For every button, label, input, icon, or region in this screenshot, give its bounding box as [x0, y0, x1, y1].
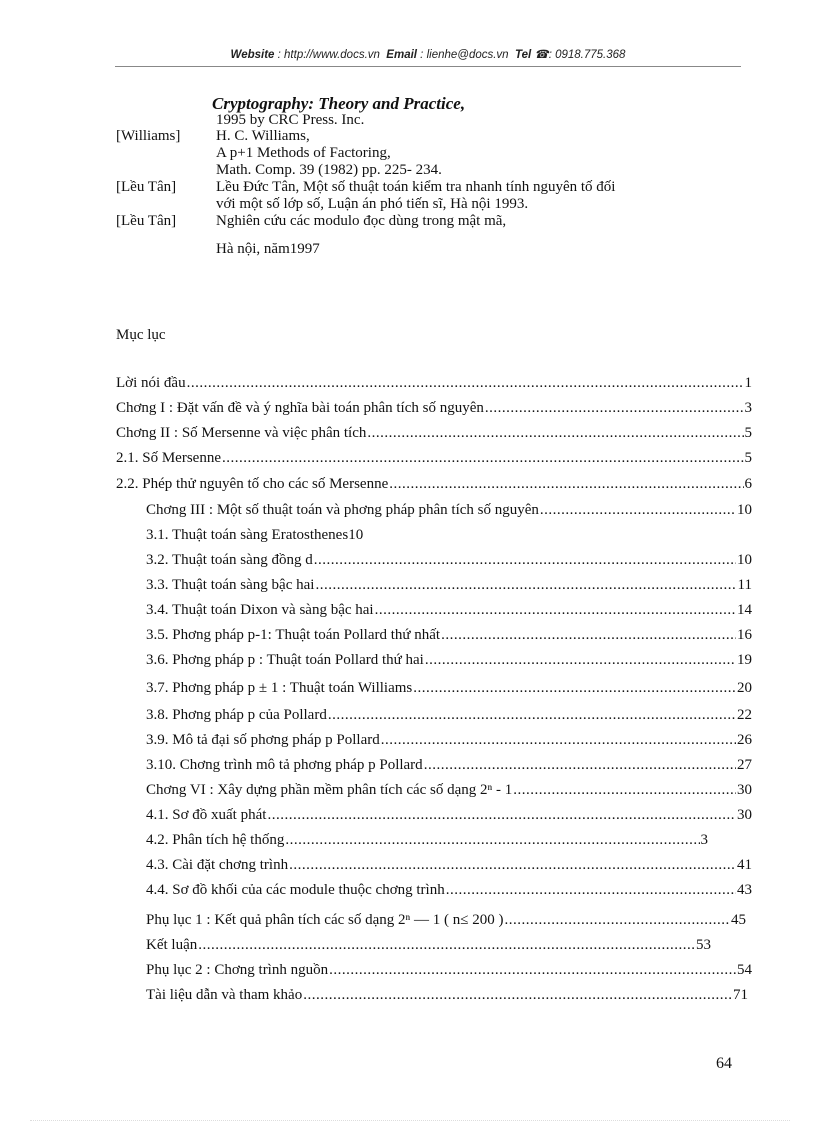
- toc-leader-dots: [446, 882, 736, 899]
- toc-entry[interactable]: [146, 680, 752, 697]
- toc-leader-dots: [315, 577, 736, 594]
- toc-entry-label: 3.5. Phơng pháp p-1: Thuật toán Pollard thứ nhất: [146, 627, 441, 643]
- ref-williams-line-2: A p+1 Methods of Factoring,: [216, 145, 391, 161]
- toc-entry-page: 71: [733, 987, 748, 1003]
- toc-entry-label: 4.3. Cài đặt chơng trình: [146, 857, 289, 873]
- ref-leu1-line-2: với một số lớp số, Luận án phó tiến sĩ, Hà nội 1993.: [216, 196, 529, 212]
- toc-leader-dots: [513, 782, 736, 799]
- toc-leader-dots: [413, 680, 736, 697]
- toc-leader-dots: [375, 602, 736, 619]
- ref-book-publisher: 1995 by CRC Press. Inc.: [216, 112, 365, 128]
- toc-entry-label: Phụ lục 2 : Chơng trình nguồn: [146, 962, 329, 978]
- toc-leader-dots: [389, 476, 743, 493]
- toc-entry-page: 14: [737, 602, 752, 618]
- toc-entry-page: 5: [744, 450, 752, 466]
- toc-leader-dots: [424, 757, 736, 774]
- email-label: Email: [386, 49, 417, 61]
- toc-leader-dots: [303, 987, 732, 1004]
- toc-entry-page: 10: [348, 527, 364, 543]
- toc-leader-dots: [198, 937, 695, 954]
- toc-entry-page: 54: [737, 962, 752, 978]
- toc-entry-page: 20: [737, 680, 752, 696]
- toc-entry-label: 3.10. Chơng trình mô tả phơng pháp p Pollard: [146, 757, 423, 773]
- toc-entry-label: 2.1. Số Mersenne: [116, 450, 221, 466]
- toc-entry[interactable]: [146, 832, 708, 849]
- toc-entry-page: 10: [737, 552, 752, 568]
- toc-entry-page: 30: [737, 807, 752, 823]
- toc-entry[interactable]: [146, 857, 752, 874]
- toc-entry-page: 10: [737, 502, 752, 518]
- toc-entry-page: 41: [737, 857, 752, 873]
- toc-entry-label: 3.3. Thuật toán sàng bậc hai: [146, 577, 315, 593]
- toc-entry-page: 30: [737, 782, 752, 798]
- toc-entry[interactable]: [146, 627, 752, 644]
- toc-entry[interactable]: [146, 807, 752, 824]
- toc-entry-label: 3.1. Thuật toán sàng Eratosthenes: [146, 527, 349, 543]
- toc-entry-label: 3.6. Phơng pháp p : Thuật toán Pollard thứ hai: [146, 652, 424, 668]
- toc-entry-label: 3.4. Thuật toán Dixon và sàng bậc hai: [146, 602, 374, 618]
- toc-entry-label: Phụ lục 1 : Kết quả phân tích các số dạng 2ⁿ — 1 ( n≤ 200 ): [146, 912, 504, 928]
- toc-entry[interactable]: [146, 652, 752, 669]
- toc-entry[interactable]: [146, 527, 363, 544]
- toc-entry[interactable]: [146, 552, 752, 569]
- toc-entry-label: Chơng II : Số Mersenne và việc phân tích: [116, 425, 367, 441]
- toc-entry[interactable]: [116, 375, 752, 392]
- toc-entry-label: 3.7. Phơng pháp p ± 1 : Thuật toán Williams: [146, 680, 413, 696]
- toc-entry[interactable]: [116, 476, 752, 493]
- ref-leu1-tag: [Lều Tân]: [116, 179, 177, 195]
- toc-entry-page: 53: [696, 937, 711, 953]
- toc-leader-dots: [285, 832, 699, 849]
- email-value[interactable]: lienhe@docs.vn: [426, 49, 509, 61]
- toc-leader-dots: [441, 627, 736, 644]
- toc-leader-dots: [504, 912, 730, 929]
- ref-book-title: Cryptography: Theory and Practice,: [212, 94, 466, 113]
- toc-entry[interactable]: [146, 707, 752, 724]
- toc-entry-page: 22: [737, 707, 752, 723]
- phone-icon: ☎: [534, 49, 549, 61]
- toc-entry-label: Kết luận: [146, 937, 198, 953]
- toc-entry-page: 3: [744, 400, 752, 416]
- toc-entry-page: 43: [737, 882, 752, 898]
- ref-williams-line-3: Math. Comp. 39 (1982) pp. 225- 234.: [216, 162, 442, 178]
- toc-leader-dots: [540, 502, 736, 519]
- toc-leader-dots: [314, 552, 736, 569]
- toc-title: Mục lục: [116, 327, 166, 343]
- toc-entry-label: Chơng III : Một số thuật toán và phơng pháp phân tích số nguyên: [146, 502, 539, 518]
- toc-entry[interactable]: [146, 882, 752, 899]
- toc-leader-dots: [267, 807, 736, 824]
- toc-leader-dots: [381, 732, 736, 749]
- toc-entry-page: 26: [737, 732, 752, 748]
- toc-entry[interactable]: [116, 425, 752, 442]
- page-header: Website : http://www.docs.vn Email : lienhe@docs.vn Tel ☎: 0918.775.368: [230, 49, 626, 61]
- toc-leader-dots: [289, 857, 736, 874]
- tel-label: Tel: [514, 49, 532, 61]
- toc-entry[interactable]: [146, 937, 711, 954]
- toc-entry[interactable]: [146, 602, 752, 619]
- toc-entry-page: 6: [744, 476, 752, 492]
- toc-entry-label: 4.4. Sơ đồ khối của các module thuộc chơng trình: [146, 882, 445, 898]
- toc-entry-label: 4.2. Phân tích hệ thống: [146, 832, 285, 848]
- toc-entry-page: 16: [737, 627, 752, 643]
- toc-entry[interactable]: [146, 577, 752, 594]
- footer-divider: [30, 1120, 790, 1121]
- toc-entry-label: Chơng I : Đặt vấn đề và ý nghĩa bài toán phân tích số nguyên: [116, 400, 484, 416]
- toc-entry-page: 45: [731, 912, 746, 928]
- toc-leader-dots: [425, 652, 736, 669]
- page-number: 64: [716, 1055, 732, 1072]
- toc-entry[interactable]: [116, 450, 752, 467]
- ref-leu2-line-1: Nghiên cứu các modulo đọc dùng trong mật mã,: [216, 213, 507, 229]
- toc-entry[interactable]: [146, 962, 752, 979]
- ref-leu1-line-1: Lều Đức Tân, Một số thuật toán kiểm tra nhanh tính nguyên tố đối: [216, 179, 616, 195]
- toc-entry[interactable]: [146, 912, 746, 929]
- toc-entry-label: 2.2. Phép thử nguyên tố cho các số Mersenne: [116, 476, 389, 492]
- toc-entry-label: 3.8. Phơng pháp p của Pollard: [146, 707, 327, 723]
- toc-entry-page: 5: [744, 425, 752, 441]
- tel-value: 0918.775.368: [555, 49, 626, 61]
- toc-entry[interactable]: [146, 757, 752, 774]
- toc-leader-dots: [187, 375, 744, 392]
- toc-entry[interactable]: [116, 400, 752, 417]
- toc-entry[interactable]: [146, 987, 748, 1004]
- toc-entry-label: Lời nói đầu: [116, 375, 186, 391]
- toc-leader-dots: [485, 400, 744, 417]
- toc-leader-dots: [329, 962, 736, 979]
- toc-leader-dots: [367, 425, 743, 442]
- toc-leader-dots: [328, 707, 736, 724]
- toc-entry-label: 3.2. Thuật toán sàng đồng d: [146, 552, 313, 568]
- toc-entry[interactable]: [146, 732, 752, 749]
- toc-entry-label: 4.1. Sơ đồ xuất phát: [146, 807, 267, 823]
- toc-entry[interactable]: [146, 502, 752, 519]
- toc-entry-page: 3: [700, 832, 708, 848]
- toc-entry-page: 11: [737, 577, 752, 593]
- toc-entry-page: 27: [737, 757, 752, 773]
- ref-leu2-tag: [Lều Tân]: [116, 213, 177, 229]
- toc-entry-label: Chơng VI : Xây dựng phần mềm phân tích các số dạng 2ⁿ - 1: [146, 782, 513, 798]
- toc-entry-page: 1: [744, 375, 752, 391]
- header-divider: [115, 66, 741, 67]
- ref-williams-line-1: H. C. Williams,: [216, 128, 310, 144]
- toc-entry-label: 3.9. Mô tả đại số phơng pháp p Pollard: [146, 732, 380, 748]
- toc-entry-label: Tài liệu dẫn và tham khảo: [146, 987, 303, 1003]
- toc-entry-page: 19: [737, 652, 752, 668]
- toc-entry[interactable]: [146, 782, 752, 799]
- website-value[interactable]: http://www.docs.vn: [284, 49, 380, 61]
- website-label: Website: [230, 49, 275, 61]
- ref-leu2-line-2: Hà nội, năm1997: [216, 241, 320, 257]
- ref-williams-tag: [Williams]: [116, 128, 181, 144]
- toc-leader-dots: [222, 450, 744, 467]
